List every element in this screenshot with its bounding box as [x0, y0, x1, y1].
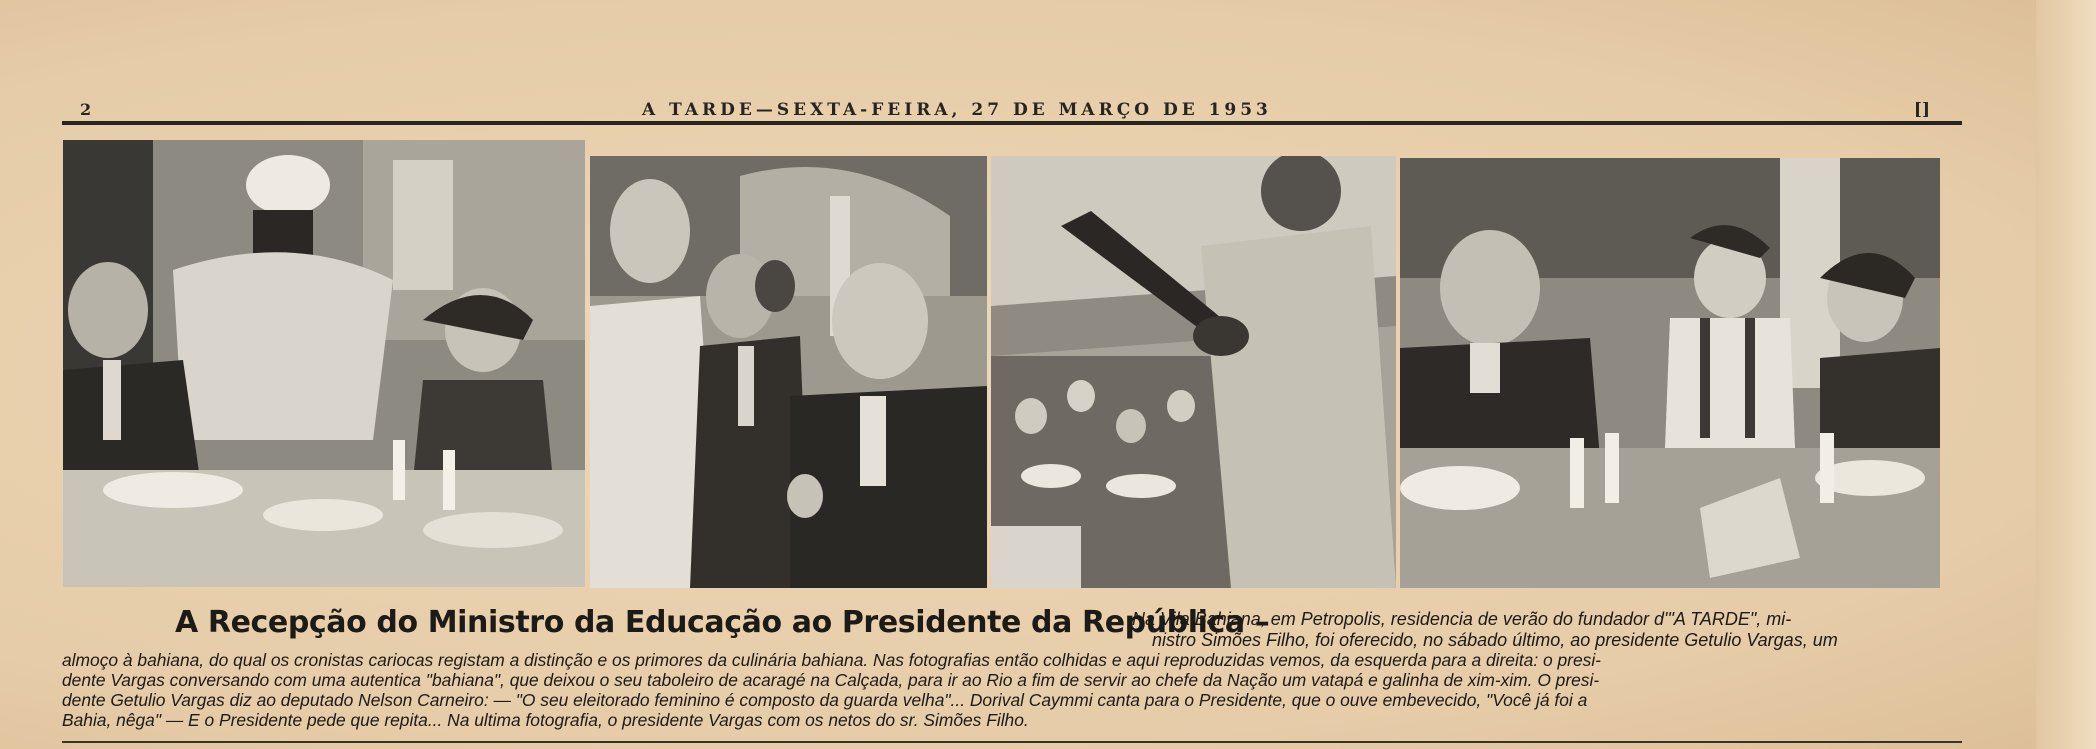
footer-rule: [62, 741, 1962, 743]
caption-line-5: dente Getulio Vargas diz ao deputado Nelson Carneiro: — "O seu eleitorado feminino é composto da guarda velha"... Dorival Caymmi canta para o Presidente, que o ouve embevecido, "Você já foi a: [62, 690, 1588, 710]
page-header: [62, 96, 1942, 124]
caption-line-1: Na Vila Bahiana, em Petropolis, residencia de verão do fundador d'"A TARDE", mi-: [1132, 609, 1792, 629]
page-edge: [2036, 0, 2096, 749]
photo-vargas-with-grandchildren: [1400, 158, 1940, 588]
caption-line-6: Bahia, nêga" — E o Presidente pede que repita... Na ultima fotografia, o presidente Vargas com os netos do sr. Simões Filho.: [62, 710, 1029, 730]
page-number: 2: [80, 100, 92, 119]
photo-vargas-with-deputy: [590, 156, 987, 588]
caption-line-3: almoço à bahiana, do qual os cronistas cariocas registam a distinção e os primores da culinária bahiana. Nas fotografias então colhidas e aqui reproduzidas vemos, da esquerda para a direita: o presi-: [62, 650, 1601, 670]
article-headline: A Recepção do Ministro da Educação ao Presidente da República –: [175, 605, 1270, 640]
corner-mark: []: [1913, 100, 1930, 120]
masthead: A TARDE—SEXTA-FEIRA, 27 DE MARÇO DE 1953: [642, 100, 1272, 120]
photo-vargas-with-bahiana: [63, 140, 585, 587]
header-rule: [62, 121, 1962, 125]
caption-line-2: nistro Simões Filho, foi oferecido, no sábado último, ao presidente Getulio Vargas, um: [1152, 630, 1838, 650]
caption-line-4: dente Vargas conversando com uma autentica "bahiana", que deixou o seu taboleiro de acaragé na Calçada, para ir ao Rio a fim de servir ao chefe da Nação um vatapá e galinha de xim-xim. O presi-: [62, 670, 1600, 690]
photo-caymmi-guitar: [991, 156, 1396, 588]
